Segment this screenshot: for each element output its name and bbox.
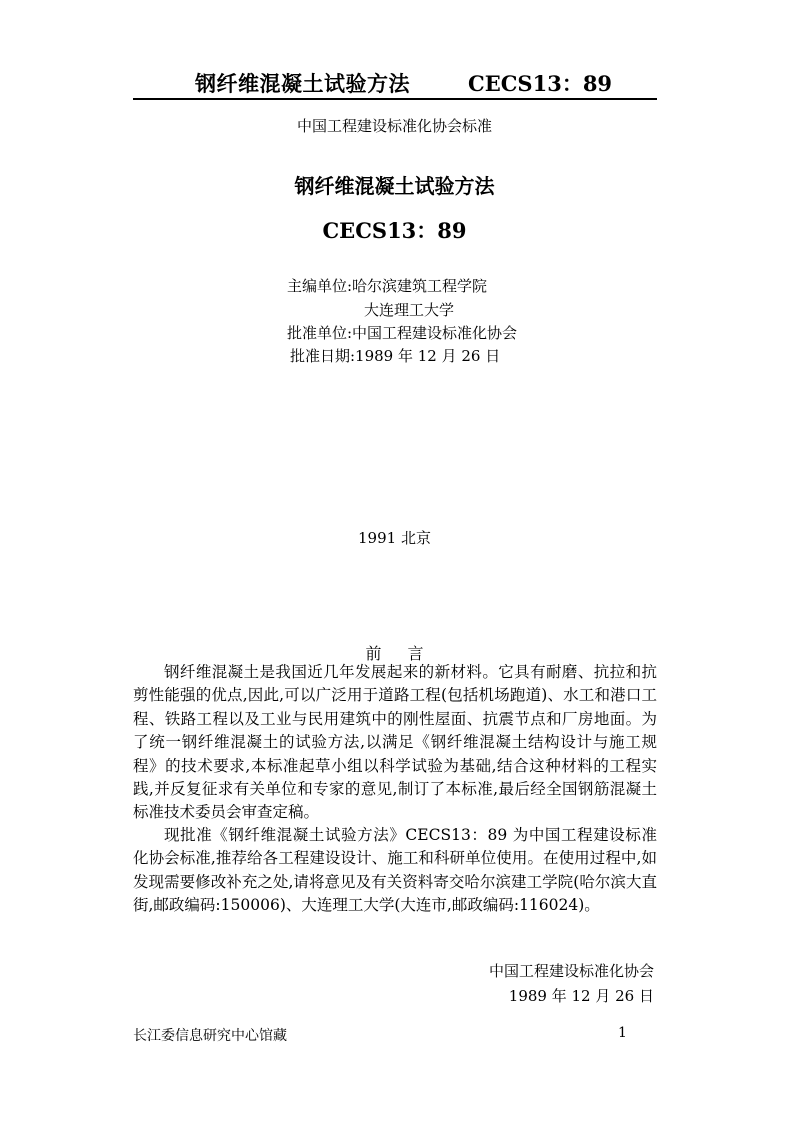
publish-place: 1991 北京	[358, 529, 431, 547]
running-header	[133, 66, 657, 100]
header-title: 钢纤维混凝土试验方法	[195, 71, 410, 96]
approval-unit: 批准单位:中国工程建设标准化协会	[287, 324, 518, 342]
preface-paragraph-1	[133, 661, 657, 825]
header-code: CECS13：89	[468, 71, 613, 96]
preface-paragraph-2	[133, 824, 657, 918]
page-number: 1	[618, 1025, 627, 1041]
preface-paragraph-2-text: 现批准《钢纤维混凝土试验方法》CECS13：89 为中国工程建设标准化协会标准,推荐给各工程建设设计、施工和科研单位使用。在使用过程中,如发现需要修改补充之处,请将意见及有关资料寄交哈尔滨建工学院(哈尔滨大直街,邮政编码:150006)、大连理工大学(大连市,邮政编码:116024)。	[133, 826, 657, 915]
chief-editor-unit: 主编单位:哈尔滨建筑工程学院	[287, 277, 488, 295]
approval-date: 批准日期:1989 年 12 月 26 日	[290, 347, 501, 365]
signature-date: 1989 年 12 月 26 日	[508, 987, 654, 1005]
preface-paragraph-1-text: 钢纤维混凝土是我国近几年发展起来的新材料。它具有耐磨、抗拉和抗剪性能强的优点,因此,可以广泛用于道路工程(包括机场跑道)、水工和港口工程、铁路工程以及工业与民用建筑中的刚性屋面、抗震节点和厂房地面。为了统一钢纤维混凝土的试验方法,以满足《钢纤维混凝土结构设计与施工规程》的技术要求,本标准起草小组以科学试验为基础,结合这种材料的工程实践,并反复征求有关单位和专家的意见,制订了本标准,最后经全国钢筋混凝土标准技术委员会审查定稿。	[133, 663, 657, 822]
footer-collection: 长江委信息研究中心馆藏	[133, 1028, 287, 1044]
signature-organization: 中国工程建设标准化协会	[488, 962, 654, 980]
chief-editor-unit-2: 大连理工大学	[364, 301, 455, 319]
preface-title: 前言	[365, 644, 450, 663]
document-code: CECS13：89	[322, 218, 467, 243]
association-standard: 中国工程建设标准化协会标准	[296, 117, 492, 135]
document-title: 钢纤维混凝土试验方法	[294, 174, 495, 198]
